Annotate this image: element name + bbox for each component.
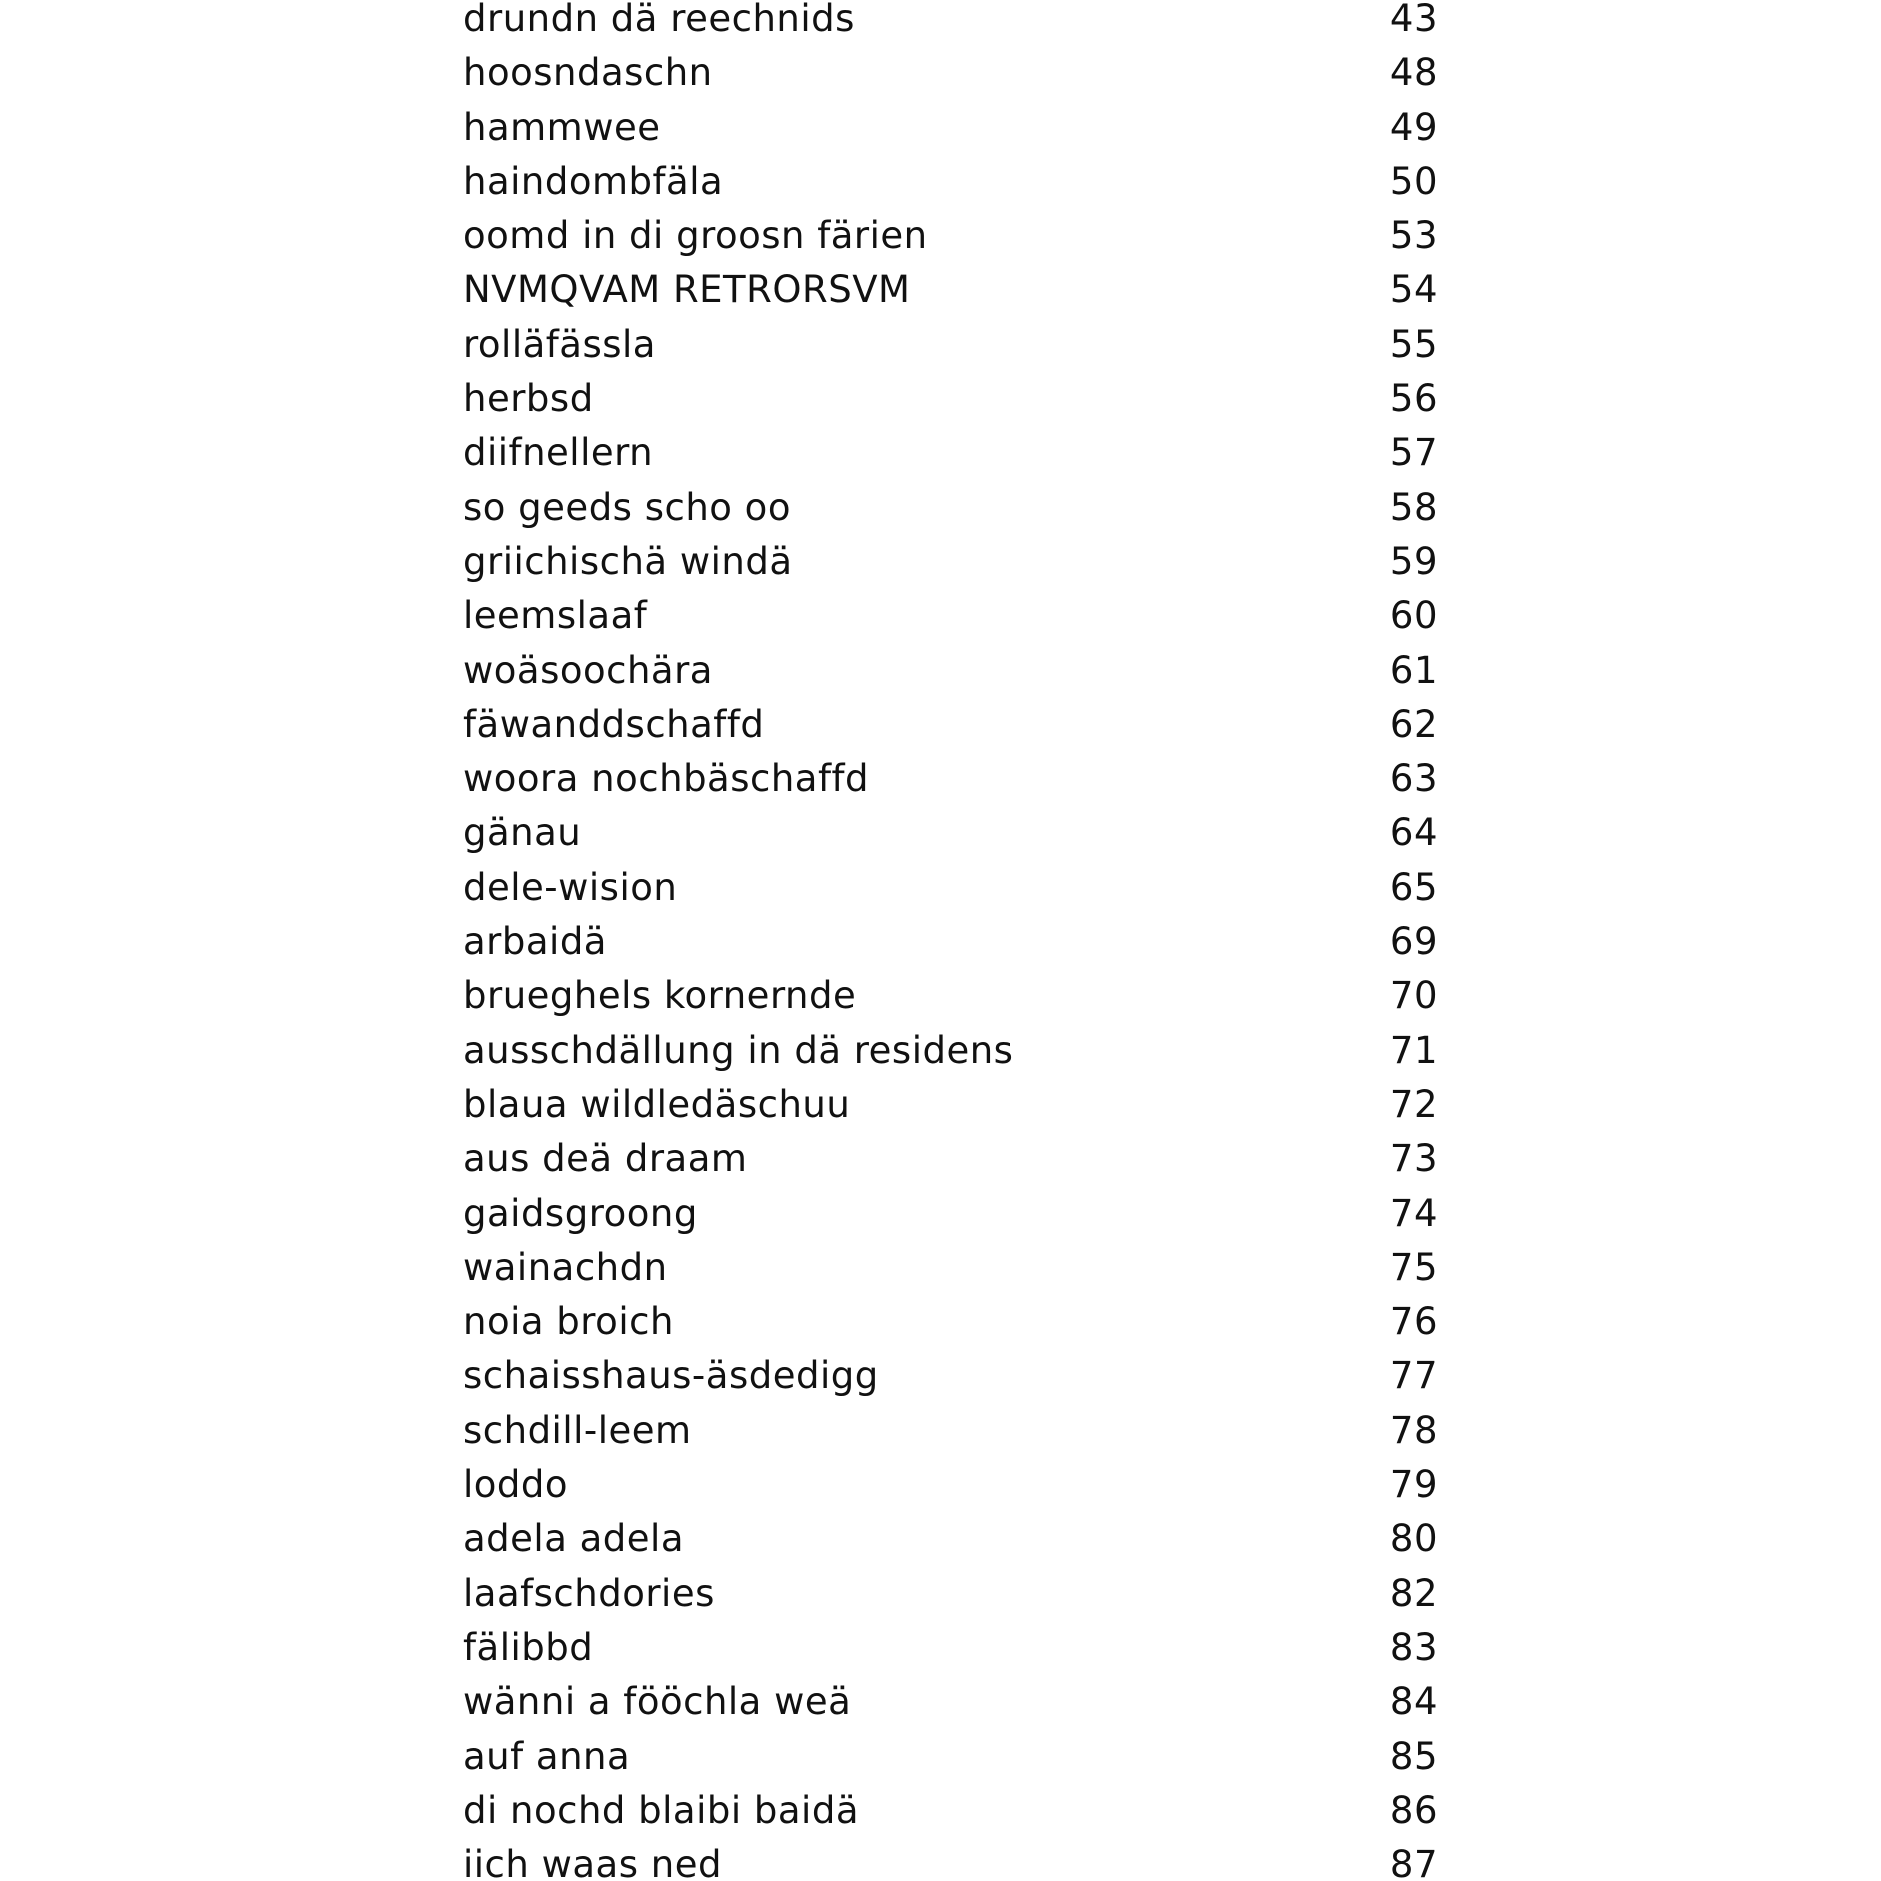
toc-entry-title: di nochd blaibi baidä — [463, 1788, 860, 1832]
toc-entry-title: drundn dä reechnids — [463, 0, 855, 40]
toc-entry — [463, 1458, 1438, 1512]
toc-entry — [463, 1730, 1438, 1784]
toc-entry-page-number: 50 — [1389, 159, 1438, 203]
toc-entry-title: wainachdn — [463, 1245, 668, 1289]
toc-entry — [463, 209, 1438, 263]
toc-entry — [463, 1187, 1438, 1241]
toc-entry — [463, 1675, 1438, 1729]
toc-entry-page-number: 84 — [1389, 1680, 1438, 1724]
toc-entry-title: so geeds scho oo — [463, 485, 791, 529]
toc-entry — [463, 644, 1438, 698]
toc-entry — [463, 1241, 1438, 1295]
toc-entry-title: woora nochbäschaffd — [463, 757, 870, 801]
toc-entry-page-number: 87 — [1389, 1843, 1438, 1881]
toc-entry-page-number: 76 — [1389, 1300, 1438, 1344]
toc-entry — [463, 0, 1438, 46]
toc-entry — [463, 1349, 1438, 1403]
toc-entry — [463, 155, 1438, 209]
toc-entry-page-number: 59 — [1389, 539, 1438, 583]
toc-entry-page-number: 55 — [1389, 322, 1438, 366]
toc-entry-title: fäwanddschaffd — [463, 702, 765, 746]
toc-entry — [463, 372, 1438, 426]
toc-entry-title: wänni a fööchla weä — [463, 1680, 852, 1724]
toc-entry — [463, 46, 1438, 100]
toc-entry — [463, 1024, 1438, 1078]
toc-entry-title: auf anna — [463, 1734, 631, 1778]
toc-entry-page-number: 77 — [1389, 1354, 1438, 1398]
toc-entry-page-number: 49 — [1389, 105, 1438, 149]
toc-entry — [463, 1512, 1438, 1566]
toc-entry-page-number: 86 — [1389, 1788, 1438, 1832]
toc-entry-title: woäsoochära — [463, 648, 713, 692]
toc-entry-title: herbsd — [463, 377, 594, 421]
toc-entry-page-number: 48 — [1389, 51, 1438, 95]
toc-entry — [463, 101, 1438, 155]
toc-entry-title: oomd in di groosn färien — [463, 214, 928, 258]
toc-entry-page-number: 58 — [1389, 485, 1438, 529]
toc-entry-page-number: 63 — [1389, 757, 1438, 801]
toc-entry-title: hammwee — [463, 105, 661, 149]
toc-entry — [463, 589, 1438, 643]
toc-entry — [463, 1078, 1438, 1132]
toc-entry-title: blaua wildledäschuu — [463, 1082, 851, 1126]
toc-entry — [463, 1132, 1438, 1186]
toc-entry-title: gänau — [463, 811, 582, 855]
toc-entry — [463, 861, 1438, 915]
toc-entry-page-number: 62 — [1389, 702, 1438, 746]
toc-entry-title: brueghels kornernde — [463, 974, 857, 1018]
toc-entry-page-number: 75 — [1389, 1245, 1438, 1289]
toc-entry — [463, 1567, 1438, 1621]
toc-entry-title: schdill-leem — [463, 1408, 692, 1452]
toc-entry-page-number: 82 — [1389, 1571, 1438, 1615]
toc-entry-page-number: 85 — [1389, 1734, 1438, 1778]
toc-entry — [463, 915, 1438, 969]
toc-entry-title: schaisshaus-äsdedigg — [463, 1354, 879, 1398]
toc-entry — [463, 1404, 1438, 1458]
toc-entry-page-number: 54 — [1389, 268, 1438, 312]
toc-entry — [463, 318, 1438, 372]
toc-entry-title: dele-wision — [463, 865, 678, 909]
toc-entry-title: fälibbd — [463, 1625, 594, 1669]
toc-entry-page-number: 60 — [1389, 594, 1438, 638]
toc-entry-page-number: 61 — [1389, 648, 1438, 692]
toc-entry — [463, 426, 1438, 480]
toc-entry-page-number: 53 — [1389, 214, 1438, 258]
toc-entry — [463, 698, 1438, 752]
toc-entry-page-number: 71 — [1389, 1028, 1438, 1072]
toc-entry — [463, 1621, 1438, 1675]
toc-entry-title: adela adela — [463, 1517, 685, 1561]
toc-entry-title: leemslaaf — [463, 594, 648, 638]
toc-entry-title: NVMQVAM RETRORSVM — [463, 268, 911, 312]
toc-entry-title: rolläfässla — [463, 322, 656, 366]
toc-entry — [463, 1295, 1438, 1349]
toc-entry-title: aus deä draam — [463, 1137, 748, 1181]
toc-entry-title: ausschdällung in dä residens — [463, 1028, 1014, 1072]
toc-entry-page-number: 65 — [1389, 865, 1438, 909]
toc-entry-page-number: 83 — [1389, 1625, 1438, 1669]
toc-entry — [463, 1784, 1438, 1838]
toc-entry-page-number: 43 — [1389, 0, 1438, 40]
toc-entry-title: iich waas ned — [463, 1843, 722, 1881]
toc-entry-title: gaidsgroong — [463, 1191, 698, 1235]
toc-entry — [463, 969, 1438, 1023]
table-of-contents — [463, 0, 1438, 1881]
toc-entry — [463, 1838, 1438, 1881]
toc-entry-title: noia broich — [463, 1300, 674, 1344]
toc-entry — [463, 263, 1438, 317]
toc-entry-page-number: 64 — [1389, 811, 1438, 855]
toc-entry-title: hoosndaschn — [463, 51, 713, 95]
toc-entry-page-number: 79 — [1389, 1463, 1438, 1507]
toc-entry-page-number: 57 — [1389, 431, 1438, 475]
toc-entry-page-number: 74 — [1389, 1191, 1438, 1235]
toc-entry-title: laafschdories — [463, 1571, 715, 1615]
toc-entry — [463, 806, 1438, 860]
toc-entry-page-number: 80 — [1389, 1517, 1438, 1561]
toc-entry-page-number: 78 — [1389, 1408, 1438, 1452]
toc-entry-title: diifnellern — [463, 431, 654, 475]
toc-entry-page-number: 70 — [1389, 974, 1438, 1018]
toc-entry-page-number: 69 — [1389, 920, 1438, 964]
toc-entry-title: loddo — [463, 1463, 569, 1507]
toc-entry-title: arbaidä — [463, 920, 607, 964]
toc-entry-title: haindombfäla — [463, 159, 724, 203]
toc-entry-title: griichischä windä — [463, 539, 793, 583]
toc-entry — [463, 481, 1438, 535]
toc-entry-page-number: 56 — [1389, 377, 1438, 421]
toc-entry-page-number: 72 — [1389, 1082, 1438, 1126]
toc-entry — [463, 535, 1438, 589]
toc-entry — [463, 752, 1438, 806]
toc-entry-page-number: 73 — [1389, 1137, 1438, 1181]
